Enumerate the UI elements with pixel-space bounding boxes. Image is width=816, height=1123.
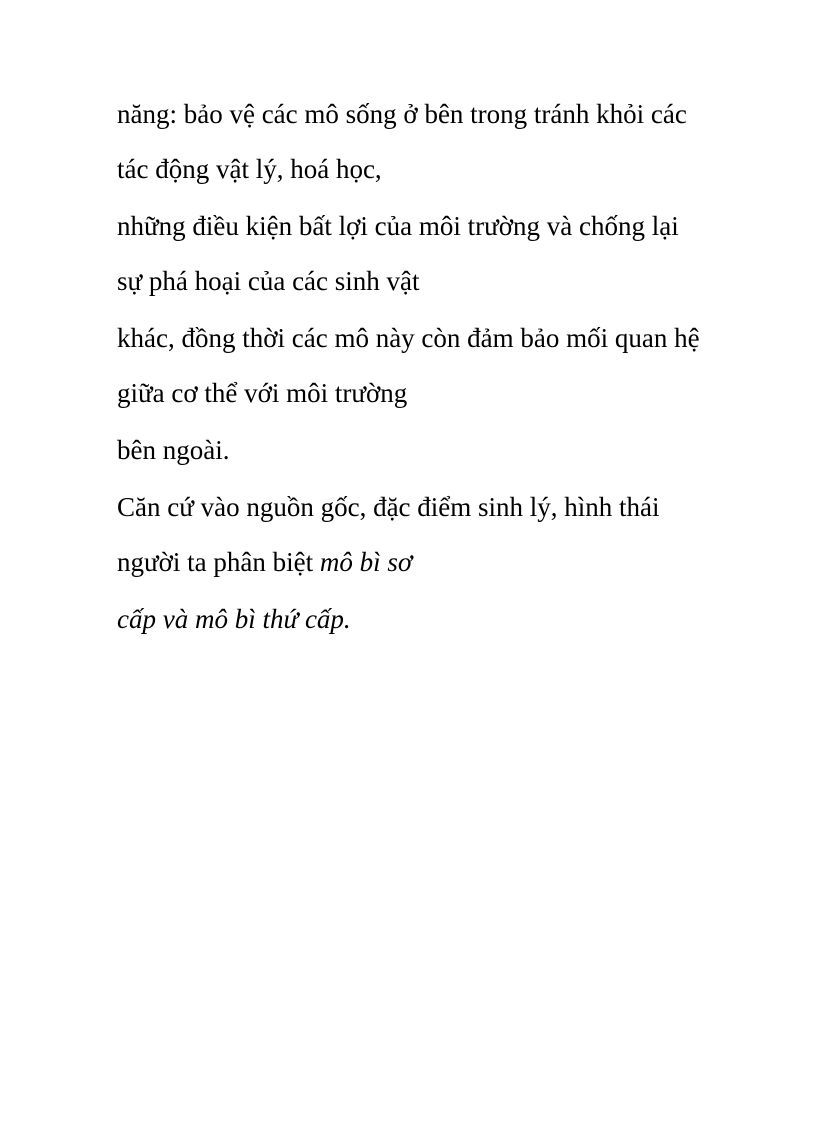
text-line: giữa cơ thể với môi trường: [117, 378, 408, 408]
text-line: năng: bảo vệ các mô sống ở bên trong tránh khỏi các: [117, 99, 687, 129]
text-italic-line: cấp và mô bì thứ cấp.: [117, 604, 351, 634]
text-regular: người ta phân biệt: [117, 547, 320, 577]
text-line: bên ngoài.: [117, 435, 230, 465]
text-line: tác động vật lý, hoá học,: [117, 154, 382, 184]
text-italic-term: mô bì sơ: [319, 547, 413, 577]
text-line: sự phá hoại của các sinh vật: [117, 266, 420, 296]
document-body: [117, 99, 757, 635]
text-line: những điều kiện bất lợi của môi trường và chống lại: [117, 211, 679, 241]
text-line: Căn cứ vào nguồn gốc, đặc điểm sinh lý, hình thái: [117, 492, 660, 522]
text-line: [117, 547, 757, 578]
text-line: khác, đồng thời các mô này còn đảm bảo mối quan hệ: [117, 323, 700, 353]
